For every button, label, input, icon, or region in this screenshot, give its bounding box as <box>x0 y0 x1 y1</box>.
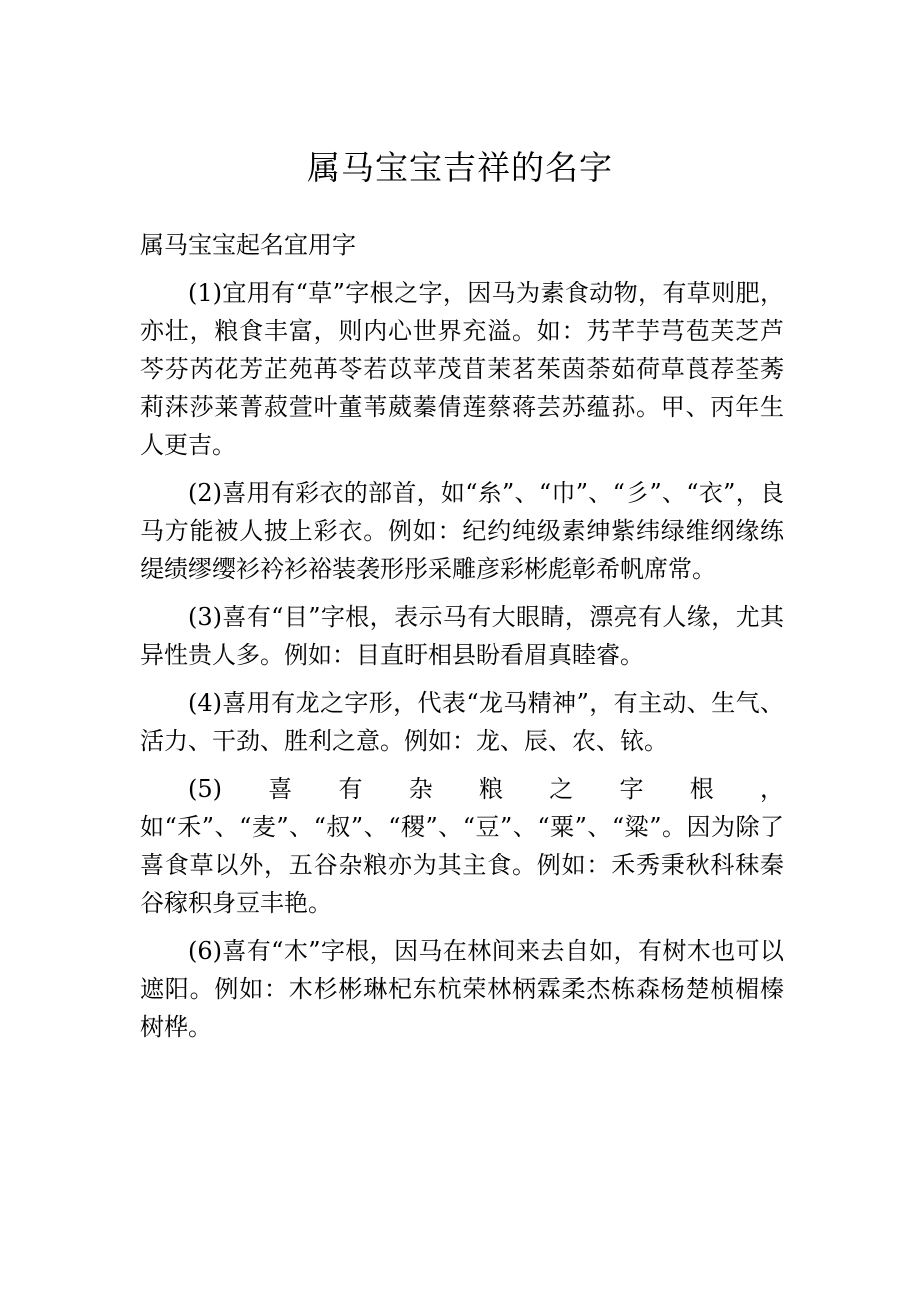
paragraph-6: (6)喜有“木”字根，因马在林间来去自如，有树木也可以遮阳。例如：木杉彬琳杞东杭荣林柄霖柔杰栋森杨楚桢楣榛树桦。 <box>140 937 784 1041</box>
paragraph-4: (4)喜用有龙之字形，代表“龙马精神”，有主动、生气、活力、干劲、胜利之意。例如：龙、辰、农、铱。 <box>140 689 784 755</box>
paragraph-1: (1)宜用有“草”字根之字，因马为素食动物，有草则肥，亦壮，粮食丰富，则内心世界充溢。如：艿芊芋芎苞芙芝芦芩芬芮花芳芷苑苒苓若苡苹茂苜茉茗茱茵荼茹荷草莨荐荃莠莉莯莎莱菁菽萱叶董苇葳蓁倩莲蔡蒋芸苏蕴荪。甲、丙年生人更吉。 <box>140 279 784 459</box>
document-body <box>140 226 784 1056</box>
section-heading: 属马宝宝起名宜用字 <box>140 231 356 259</box>
paragraph-2: (2)喜用有彩衣的部首，如“糸”、“巾”、“彡”、“衣”，良马方能被人披上彩衣。例如：纪约纯级素绅紫纬绿维纲缘练缇绩缪缨衫衿衫裕装袭形彤采雕彦彩彬彪彰希帆席常。 <box>140 479 784 583</box>
paragraph-5: (5)喜有杂粮之字根，如“禾”、“麦”、“叔”、“稷”、“豆”、“粟”、“粱”。因为除了喜食草以外，五谷杂粮亦为其主食。例如：禾秀秉秋科秣秦谷稼积身豆丰艳。 <box>140 775 784 917</box>
document-title: 属马宝宝吉祥的名字 <box>307 148 613 187</box>
paragraph-3: (3)喜有“目”字根，表示马有大眼睛，漂亮有人缘，尤其异性贵人多。例如：目直盱相县盼看眉真睦睿。 <box>140 603 784 669</box>
